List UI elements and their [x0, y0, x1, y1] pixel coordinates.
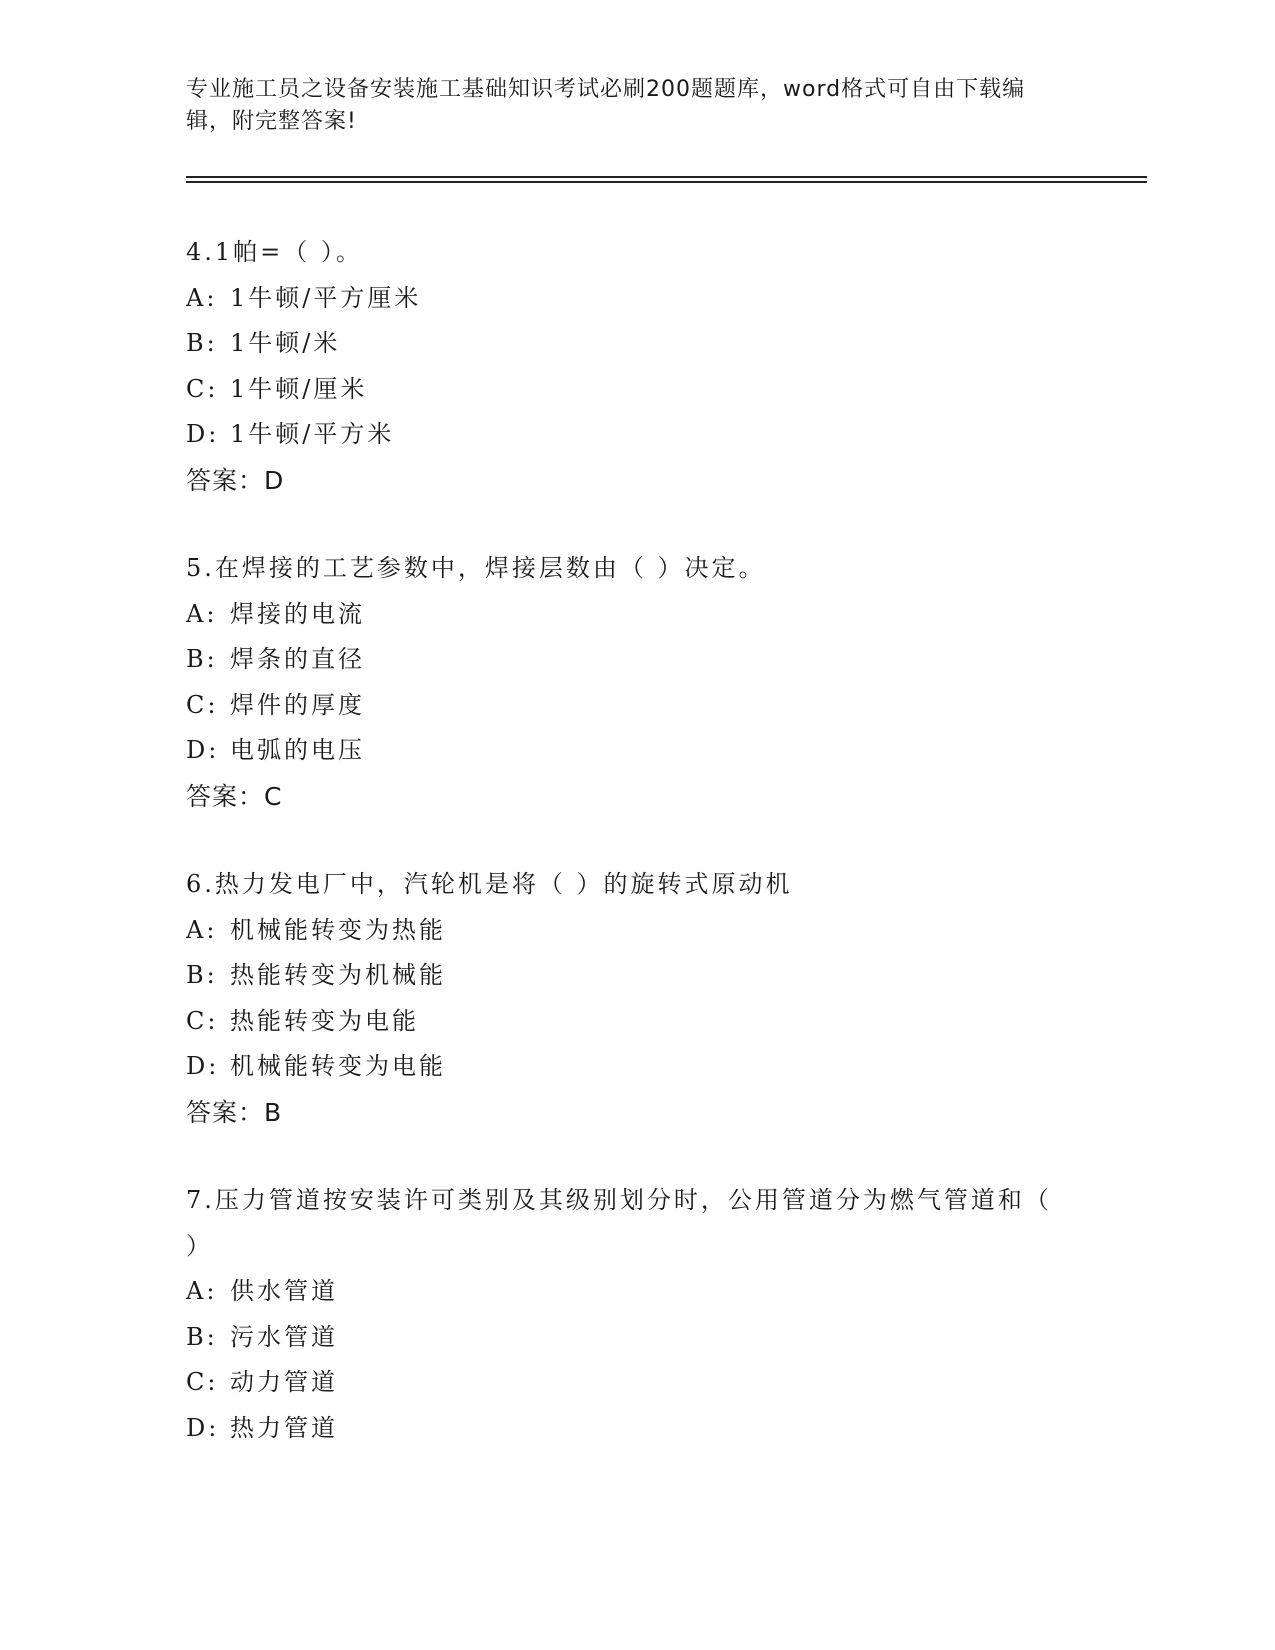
- option-text: 热能转变为电能: [230, 1006, 419, 1035]
- option-text: 焊件的厚度: [230, 690, 365, 719]
- answer-line: 答案：D: [186, 465, 285, 495]
- option-text: 1牛顿/厘米: [230, 374, 368, 403]
- header-divider-top: [186, 176, 1147, 178]
- document-header: [186, 74, 1066, 138]
- option-a: [186, 1269, 1086, 1315]
- option-key: A:: [186, 915, 218, 944]
- answer-line: 答案：B: [186, 1097, 283, 1127]
- question-7: [186, 1178, 1086, 1451]
- option-text: 1牛顿/平方厘米: [230, 283, 422, 312]
- option-d: [186, 1044, 1086, 1090]
- option-b: [186, 953, 1086, 999]
- option-key: B:: [186, 961, 218, 989]
- option-text: 焊条的直径: [230, 645, 365, 673]
- option-c: [186, 683, 1086, 729]
- option-key: A:: [186, 283, 218, 312]
- option-key: A:: [186, 1277, 218, 1305]
- option-b: [186, 321, 1086, 367]
- option-key: C:: [186, 374, 219, 403]
- header-divider-bottom: [186, 181, 1147, 183]
- option-key: B:: [186, 1322, 218, 1351]
- option-key: D:: [186, 736, 220, 764]
- option-key: D:: [186, 420, 220, 448]
- option-text: 焊接的电流: [230, 599, 365, 628]
- option-key: C:: [186, 690, 219, 719]
- option-text: 热能转变为机械能: [230, 961, 446, 989]
- question-4: [186, 230, 1086, 503]
- option-text: 电弧的电压: [230, 736, 365, 764]
- option-key: B:: [186, 645, 218, 673]
- option-text: 动力管道: [230, 1368, 338, 1396]
- option-text: 机械能转变为热能: [230, 915, 446, 944]
- option-text: 供水管道: [230, 1277, 338, 1305]
- option-d: [186, 412, 1086, 458]
- option-text: 机械能转变为电能: [230, 1052, 446, 1080]
- option-text: 热力管道: [230, 1413, 338, 1442]
- question-stem: 7.压力管道按安装许可类别及其级别划分时，公用管道分为燃气管道和（ ）: [186, 1186, 1052, 1260]
- option-key: D:: [186, 1413, 220, 1442]
- option-b: [186, 1315, 1086, 1361]
- option-b: [186, 637, 1086, 683]
- question-6: [186, 862, 1086, 1135]
- question-5: [186, 546, 1086, 819]
- option-key: D:: [186, 1052, 220, 1080]
- option-a: [186, 908, 1086, 954]
- option-text: 污水管道: [230, 1322, 338, 1351]
- question-stem: 4.1帕=（ ）。: [186, 238, 363, 266]
- answer-line: 答案：C: [186, 781, 283, 811]
- question-stem: 5.在焊接的工艺参数中，焊接层数由（ ）决定。: [186, 554, 766, 582]
- option-c: [186, 1360, 1086, 1406]
- option-text: 1牛顿/平方米: [230, 420, 395, 448]
- question-stem: 6.热力发电厂中，汽轮机是将（ ）的旋转式原动机: [186, 870, 793, 898]
- option-a: [186, 276, 1086, 322]
- option-a: [186, 592, 1086, 638]
- option-text: 1牛顿/米: [230, 329, 341, 357]
- option-key: B:: [186, 329, 218, 357]
- option-key: C:: [186, 1368, 219, 1396]
- document-title: 专业施工员之设备安装施工基础知识考试必刷200题题库，word格式可自由下载编辑，附完整答案!: [186, 77, 1026, 134]
- option-d: [186, 728, 1086, 774]
- option-c: [186, 999, 1086, 1045]
- option-d: [186, 1406, 1086, 1452]
- option-c: [186, 367, 1086, 413]
- option-key: C:: [186, 1006, 219, 1035]
- option-key: A:: [186, 599, 218, 628]
